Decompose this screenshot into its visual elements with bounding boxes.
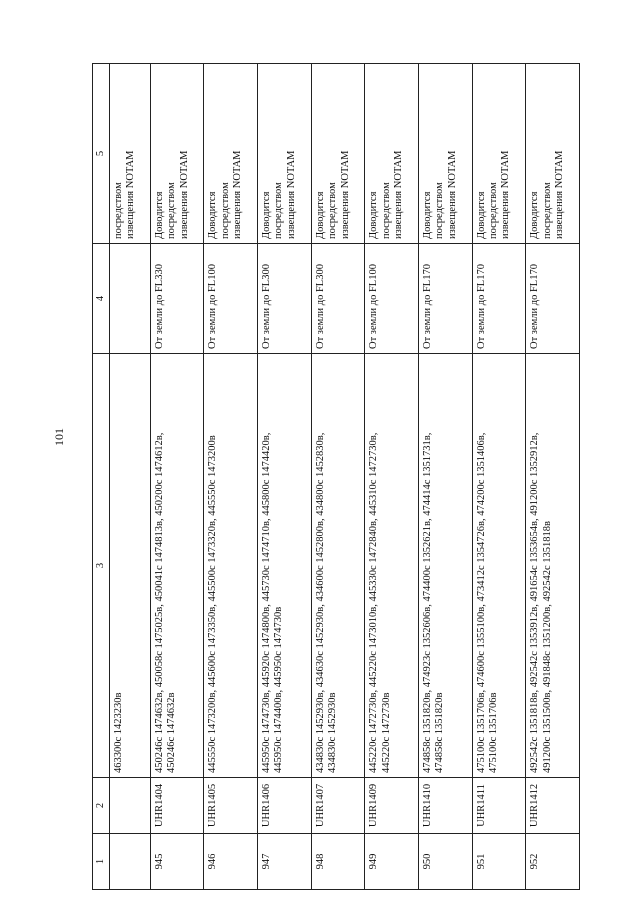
row-number-cell: 951: [472, 834, 526, 890]
zone-id-cell: UHR1407: [311, 778, 365, 834]
coordinates-cell: 475100с 1351706в, 474600с 1355100в, 473412с 1354726в, 474200с 1351406в, 475100с 1351706в: [472, 354, 526, 778]
row-number-cell: 952: [526, 834, 580, 890]
note-cell: Доводится посредством извещения NOTAM: [150, 64, 204, 244]
row-number-cell: 950: [418, 834, 472, 890]
coordinates-cell: 492542с 1351818в, 492542с 1353912в, 491654с 1353654в, 491200с 1352912в, 491200с 1351500в, 491848с 1351200в, 492542с 1351818в: [526, 354, 580, 778]
row-number-cell: 949: [365, 834, 419, 890]
airspace-table: [92, 63, 580, 890]
table-row: [258, 64, 312, 890]
column-header-3: 3: [93, 354, 110, 778]
row-number-cell: 946: [204, 834, 258, 890]
table-row: [418, 64, 472, 890]
table-row: [526, 64, 580, 890]
continuation-row: [109, 64, 150, 890]
coordinates-cell: 434830с 1452930в, 434630с 1452930в, 434600с 1452800в, 434800с 1452830в, 434830с 1452930в: [311, 354, 365, 778]
altitude-cell: От земли до FL330: [150, 244, 204, 354]
table-row: [150, 64, 204, 890]
note-cell: Доводится посредством извещения NOTAM: [311, 64, 365, 244]
zone-id-cell: UHR1412: [526, 778, 580, 834]
altitude-cell: От земли до FL170: [472, 244, 526, 354]
zone-id-cell: UHR1411: [472, 778, 526, 834]
zone-id-cell: UHR1405: [204, 778, 258, 834]
column-header-4: 4: [93, 244, 110, 354]
column-header-2: 2: [93, 778, 110, 834]
zone-id-cell: UHR1409: [365, 778, 419, 834]
altitude-cell: От земли до FL170: [418, 244, 472, 354]
note-cell: Доводится посредством извещения NOTAM: [418, 64, 472, 244]
coordinates-cell: 474858с 1351820в, 474923с 1352606в, 474400с 1352621в, 474414с 1351731в, 474858с 1351820в: [418, 354, 472, 778]
altitude-cell: От земли до FL170: [526, 244, 580, 354]
coordinates-cell: 445220с 1472730в, 445220с 1473010в, 445330с 1472840в, 445310с 1472730в, 445220с 1472730в: [365, 354, 419, 778]
altitude-cell: От земли до FL300: [311, 244, 365, 354]
table-row: [311, 64, 365, 890]
continuation-altitude-cell: [109, 244, 150, 354]
rotated-table-container: [92, 64, 580, 890]
continuation-num-cell: [109, 834, 150, 890]
zone-id-cell: UHR1404: [150, 778, 204, 834]
altitude-cell: От земли до FL100: [204, 244, 258, 354]
zone-id-cell: UHR1410: [418, 778, 472, 834]
table-row: [204, 64, 258, 890]
coordinates-cell: 445550с 1473200в, 445600с 1473350в, 445500с 1473320в, 445550с 1473200в: [204, 354, 258, 778]
continuation-id-cell: [109, 778, 150, 834]
note-cell: Доводится посредством извещения NOTAM: [472, 64, 526, 244]
altitude-cell: От земли до FL100: [365, 244, 419, 354]
table-row: [472, 64, 526, 890]
coordinates-cell: 445950с 1474730в, 445920с 1474800в, 445730с 1474710в, 445800с 1474420в, 445950с 1474400в, 445950с 1474730в: [258, 354, 312, 778]
row-number-cell: 948: [311, 834, 365, 890]
note-cell: Доводится посредством извещения NOTAM: [365, 64, 419, 244]
note-cell: Доводится посредством извещения NOTAM: [204, 64, 258, 244]
row-number-cell: 947: [258, 834, 312, 890]
table-row: [365, 64, 419, 890]
column-header-1: 1: [93, 834, 110, 890]
zone-id-cell: UHR1406: [258, 778, 312, 834]
header-row: [93, 64, 110, 890]
page-number: 101: [52, 428, 66, 446]
continuation-note-cell: посредством извещения NOTAM: [109, 64, 150, 244]
row-number-cell: 945: [150, 834, 204, 890]
coordinates-cell: 450246с 1474632в, 450058с 1475025в, 450041с 1474813в, 450200с 1474612в, 450246с 1474632в: [150, 354, 204, 778]
note-cell: Доводится посредством извещения NOTAM: [258, 64, 312, 244]
column-header-5: 5: [93, 64, 110, 244]
note-cell: Доводится посредством извещения NOTAM: [526, 64, 580, 244]
continuation-coords-cell: 463300с 1423230в: [109, 354, 150, 778]
altitude-cell: От земли до FL300: [258, 244, 312, 354]
